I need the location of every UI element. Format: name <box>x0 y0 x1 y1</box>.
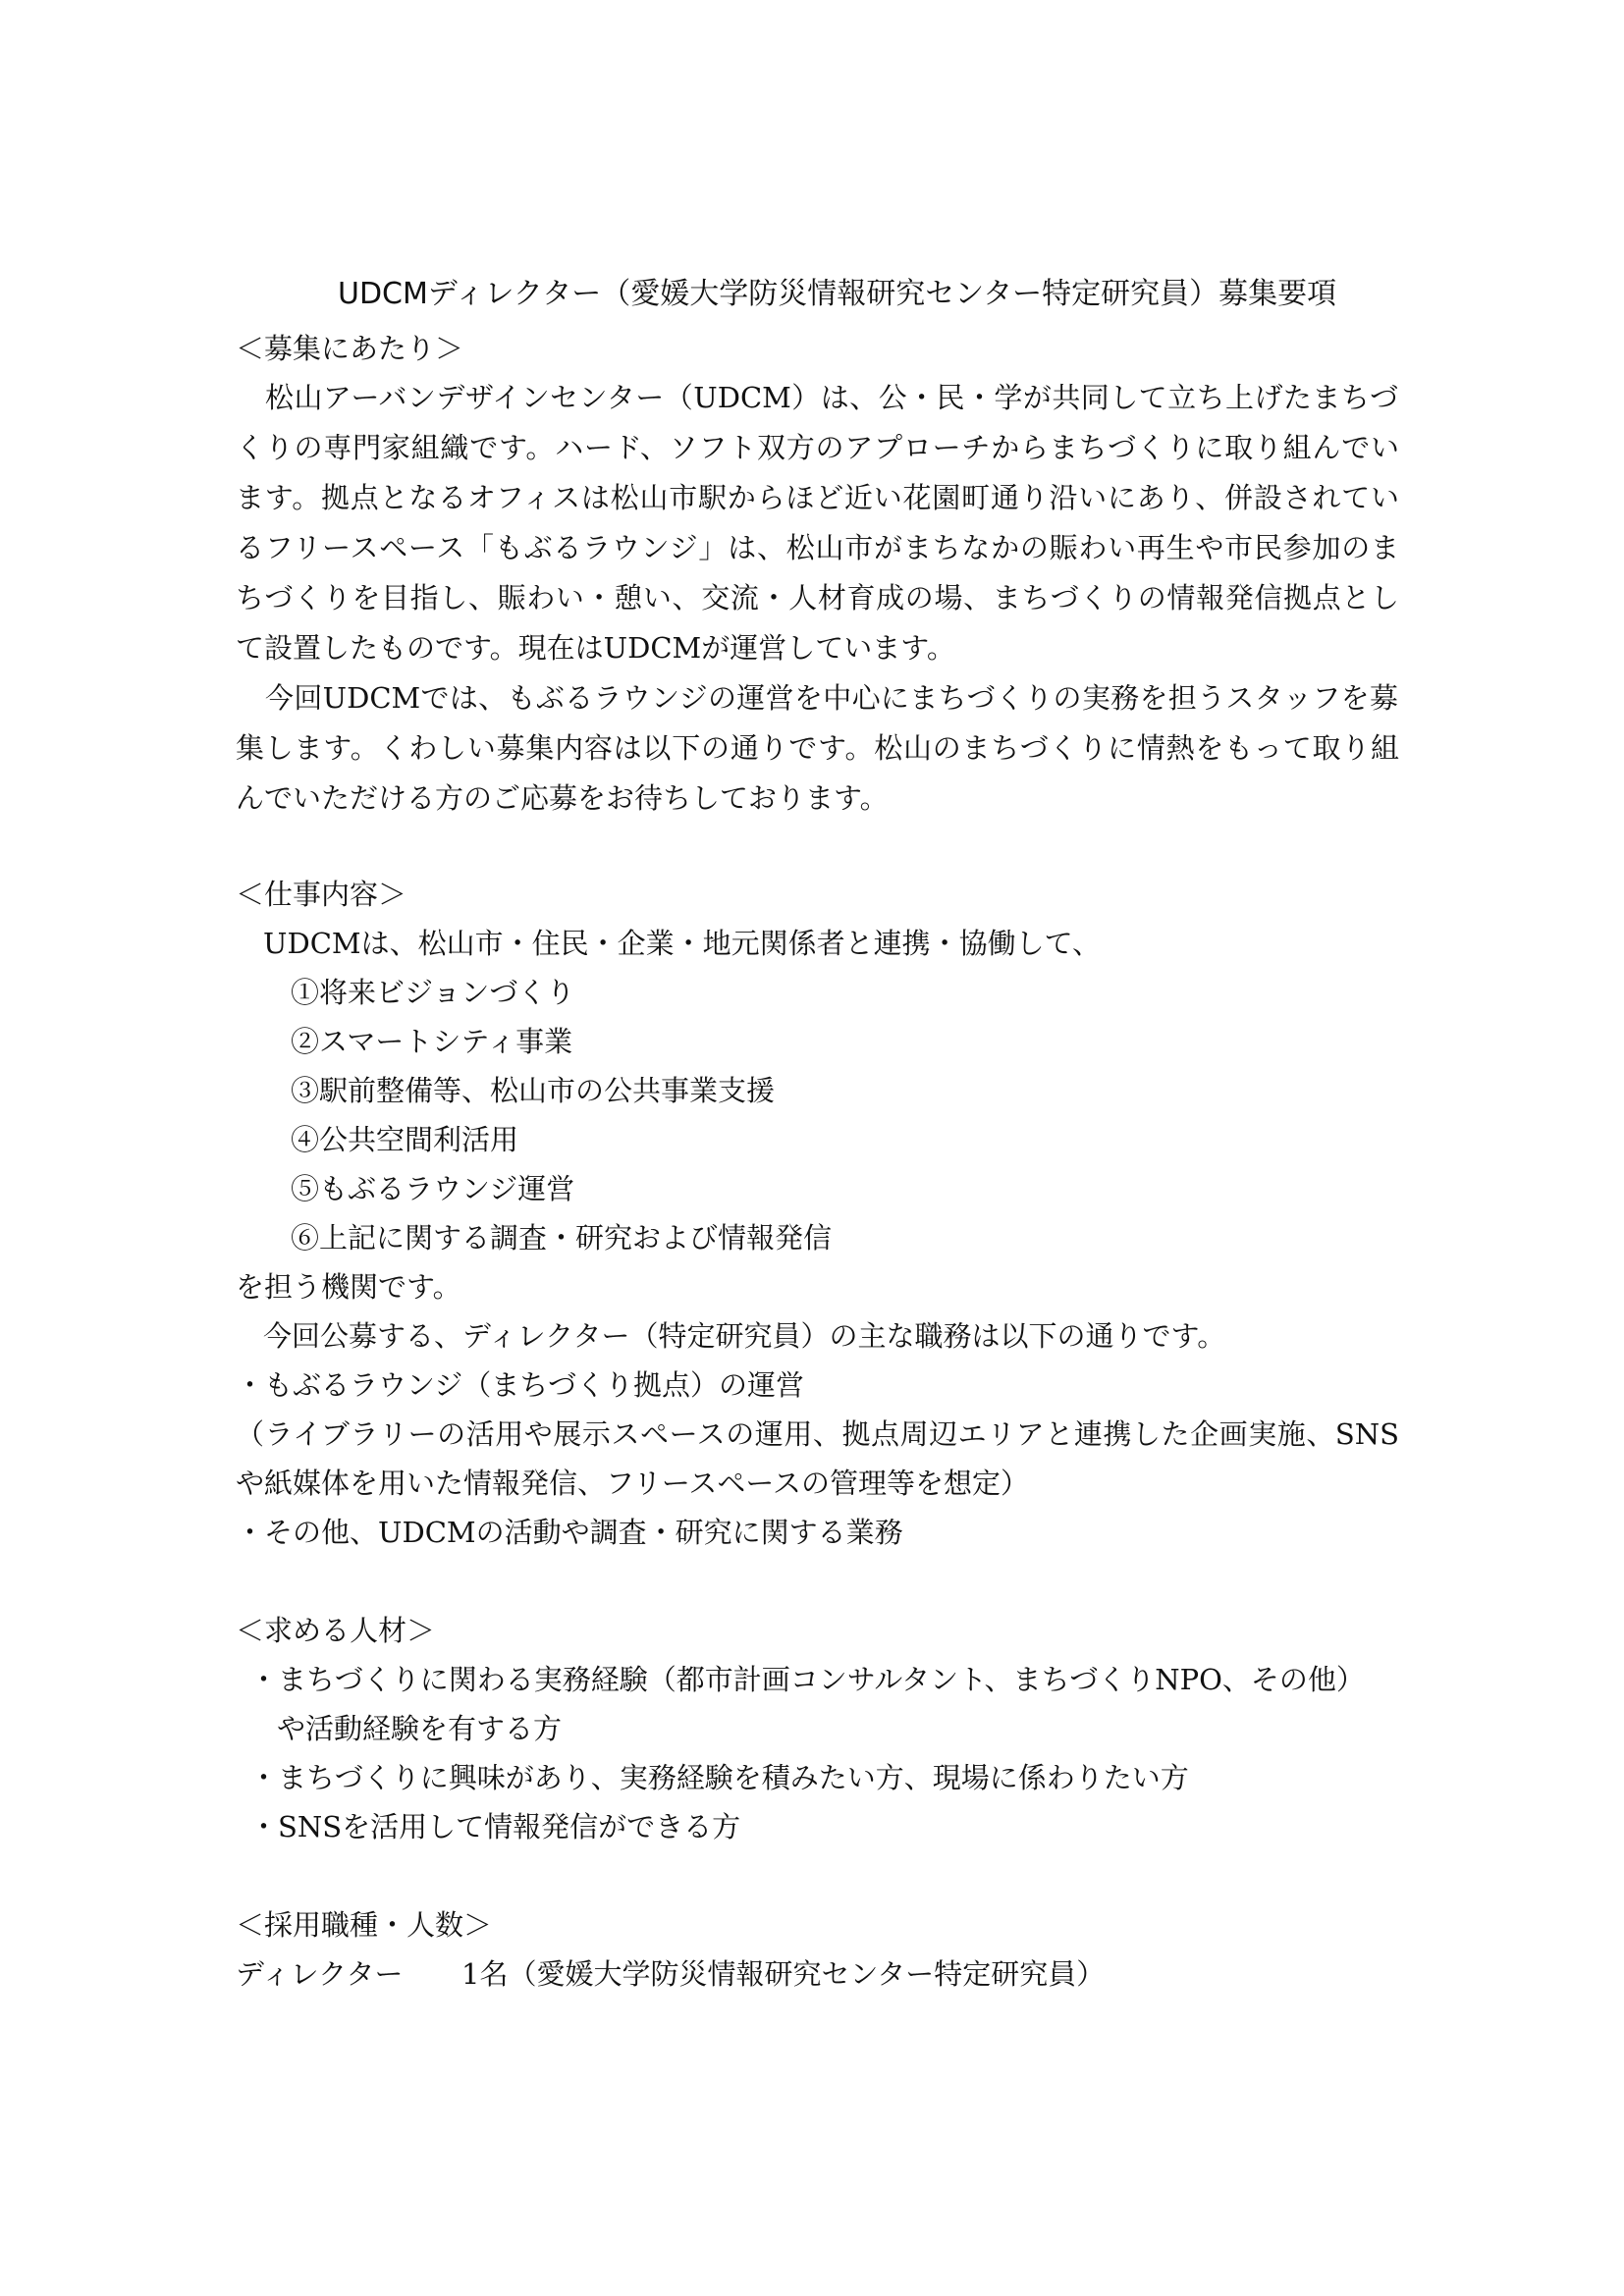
intro-paragraph-line: ちづくりを目指し、賑わい・憩い、交流・人材育成の場、まちづくりの情報発信拠点とし <box>236 581 1399 614</box>
requirement-item: や活動経験を有する方 <box>277 1712 563 1745</box>
section-heading-people: ＜求める人材＞ <box>236 1614 436 1647</box>
work-closing: を担う機関です。 <box>236 1270 461 1304</box>
work-item: ③駅前整備等、松山市の公共事業支援 <box>291 1074 776 1107</box>
intro-paragraph-line: 今回UDCMでは、もぶるラウンジの運営を中心にまちづくりの実務を担うスタッフを募 <box>265 681 1398 715</box>
requirement-item: ・SNSを活用して情報発信ができる方 <box>249 1810 741 1843</box>
intro-paragraph-line: ます。拠点となるオフィスは松山市駅からほど近い花園町通り沿いにあり、併設されてい <box>236 481 1399 514</box>
duty-item: ・もぶるラウンジ（まちづくり拠点）の運営 <box>236 1368 804 1402</box>
section-heading-intro: ＜募集にあたり＞ <box>236 332 464 365</box>
work-item: ⑥上記に関する調査・研究および情報発信 <box>291 1221 833 1255</box>
section-heading-hiring: ＜採用職種・人数＞ <box>236 1908 493 1942</box>
work-item: ⑤もぶるラウンジ運営 <box>291 1172 575 1205</box>
intro-paragraph-line: 集します。くわしい募集内容は以下の通りです。松山のまちづくりに情熱をもって取り組 <box>236 731 1399 765</box>
duties-intro: 今回公募する、ディレクター（特定研究員）の主な職務は以下の通りです。 <box>263 1319 1226 1353</box>
position-count: 1名（愛媛大学防災情報研究センター特定研究員） <box>461 1957 1106 1991</box>
requirement-item: ・まちづくりに関わる実務経験（都市計画コンサルタント、まちづくりNPO、その他） <box>249 1663 1365 1696</box>
work-item: ①将来ビジョンづくり <box>291 976 575 1009</box>
work-item: ④公共空間利活用 <box>291 1123 519 1156</box>
intro-paragraph-line: て設置したものです。現在はUDCMが運営しています。 <box>236 631 955 665</box>
work-intro: UDCMは、松山市・住民・企業・地元関係者と連携・協働して、 <box>263 927 1101 960</box>
requirement-item: ・まちづくりに興味があり、実務経験を積みたい方、現場に係わりたい方 <box>249 1761 1189 1794</box>
work-item: ②スマートシティ事業 <box>291 1025 573 1058</box>
section-heading-work: ＜仕事内容＞ <box>236 878 407 911</box>
document-title: UDCMディレクター（愛媛大学防災情報研究センター特定研究員）募集要項 <box>338 277 1337 311</box>
intro-paragraph-line: 松山アーバンデザインセンター（UDCM）は、公・民・学が共同して立ち上げたまちづ <box>265 381 1398 414</box>
duty-note: （ライブラリーの活用や展示スペースの運用、拠点周辺エリアと連携した企画実施、SNS <box>236 1417 1399 1451</box>
position-name: ディレクター <box>236 1957 404 1991</box>
intro-paragraph-line: くりの専門家組織です。ハード、ソフト双方のアプローチからまちづくりに取り組んでい <box>236 431 1399 464</box>
duty-note: や紙媒体を用いた情報発信、フリースペースの管理等を想定） <box>236 1467 1029 1500</box>
intro-paragraph-line: んでいただける方のご応募をお待ちしております。 <box>236 781 889 815</box>
duty-item: ・その他、UDCMの活動や調査・研究に関する業務 <box>236 1516 903 1549</box>
intro-paragraph-line: るフリースペース「もぶるラウンジ」は、松山市がまちなかの賑わい再生や市民参加のま <box>236 531 1399 564</box>
